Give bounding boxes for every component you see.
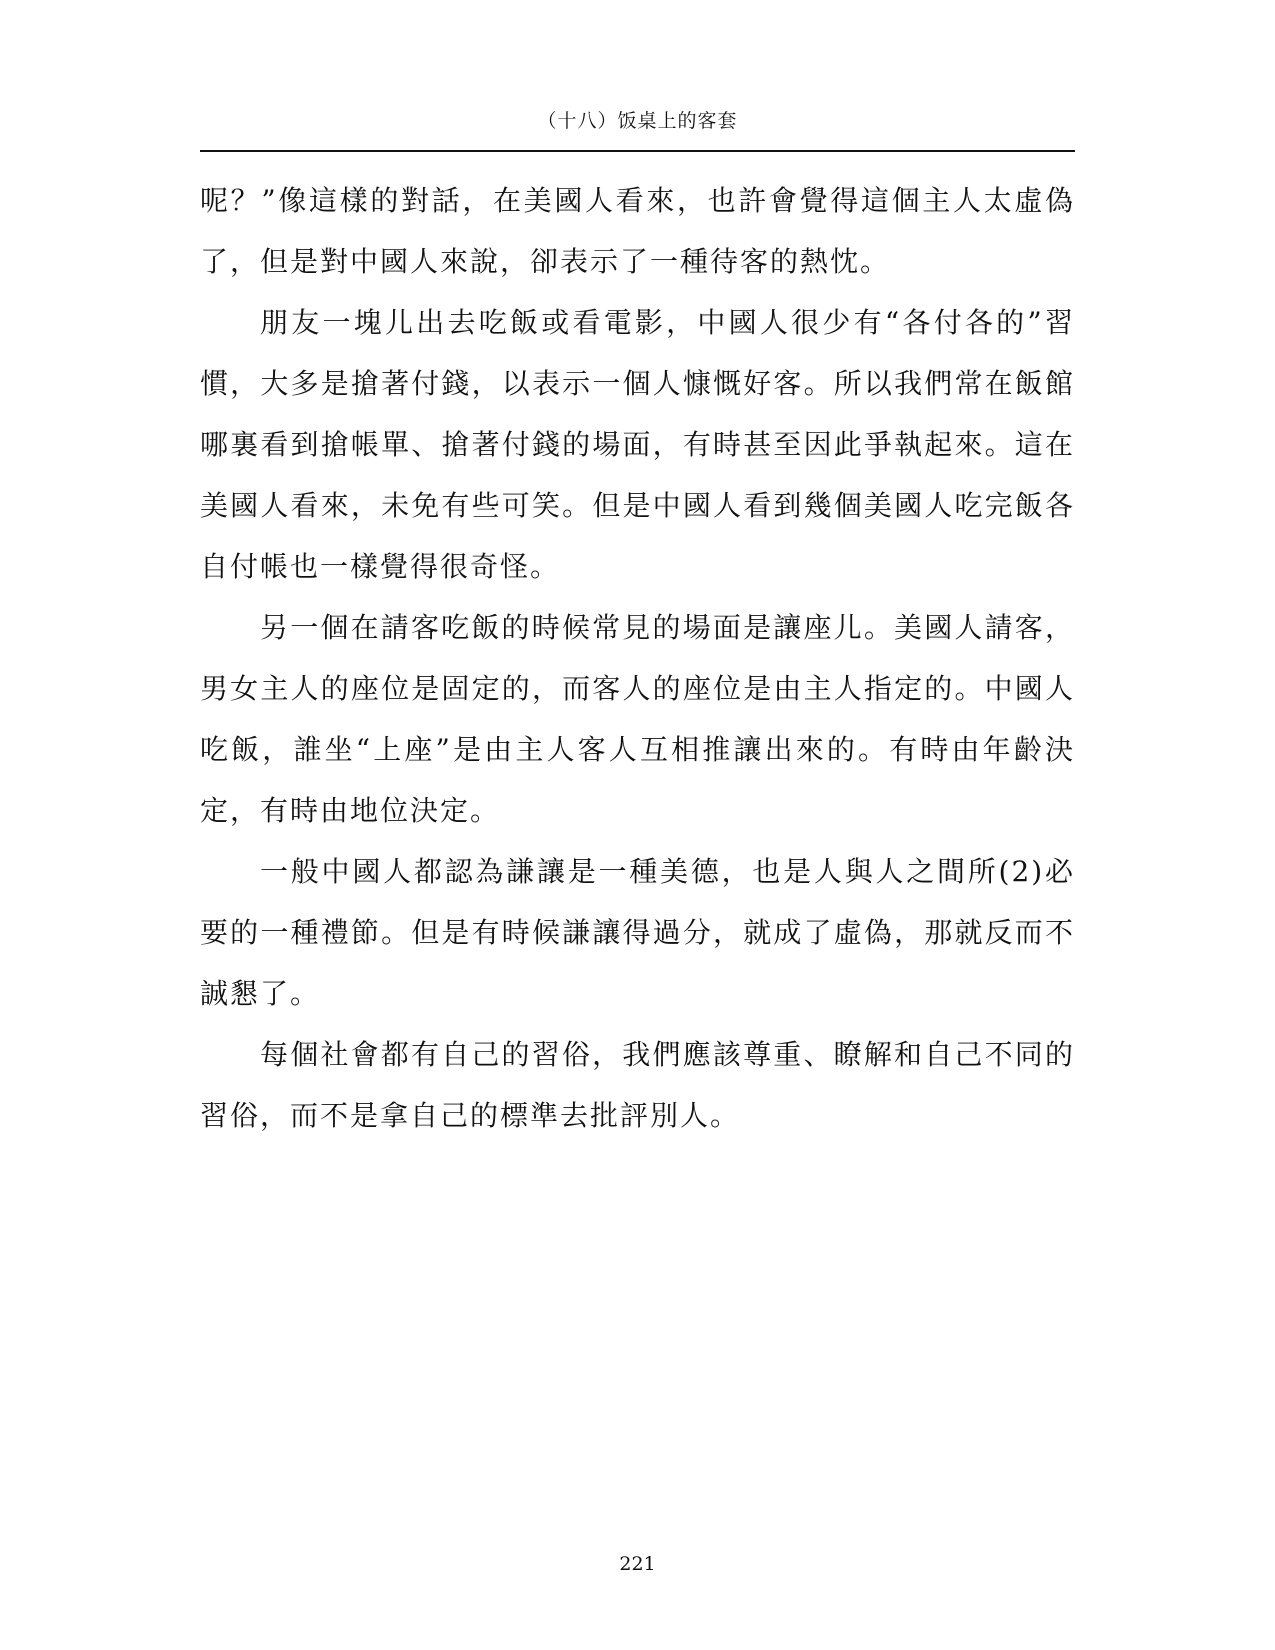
paragraph: 一般中國人都認為謙讓是一種美德，也是人與人之間所(2)必要的一種禮節。但是有時候謙讓得過分，就成了虛偽，那就反而不誠懇了。 [200,855,1075,1010]
paragraph-continued: 呢？”像這樣的對話，在美國人看來，也許會覺得這個主人太虛偽了，但是對中國人來說，卻表示了一種待客的熱忱。 [200,184,1075,278]
running-header: （十八）饭桌上的客套 [537,110,738,132]
paragraph: 另一個在請客吃飯的時候常見的場面是讓座儿。美國人請客，男女主人的座位是固定的，而客人的座位是由主人指定的。中國人吃飯，誰坐“上座”是由主人客人互相推讓出來的。有時由年齡決定，有時由地位決定。 [200,611,1075,827]
page-number: 221 [619,1553,656,1575]
paragraph: 每個社會都有自己的習俗，我們應該尊重、瞭解和自己不同的習俗，而不是拿自己的標準去批評別人。 [200,1038,1075,1132]
paragraph: 朋友一塊儿出去吃飯或看電影，中國人很少有“各付各的”習慣，大多是搶著付錢，以表示一個人慷慨好客。所以我們常在飯館哪裏看到搶帳單、搶著付錢的場面，有時甚至因此爭執起來。這在美國人看來，未免有些可笑。但是中國人看到幾個美國人吃完飯各自付帳也一樣覺得很奇怪。 [200,306,1075,583]
header-rule [200,150,1075,152]
body-text [200,170,1075,1146]
